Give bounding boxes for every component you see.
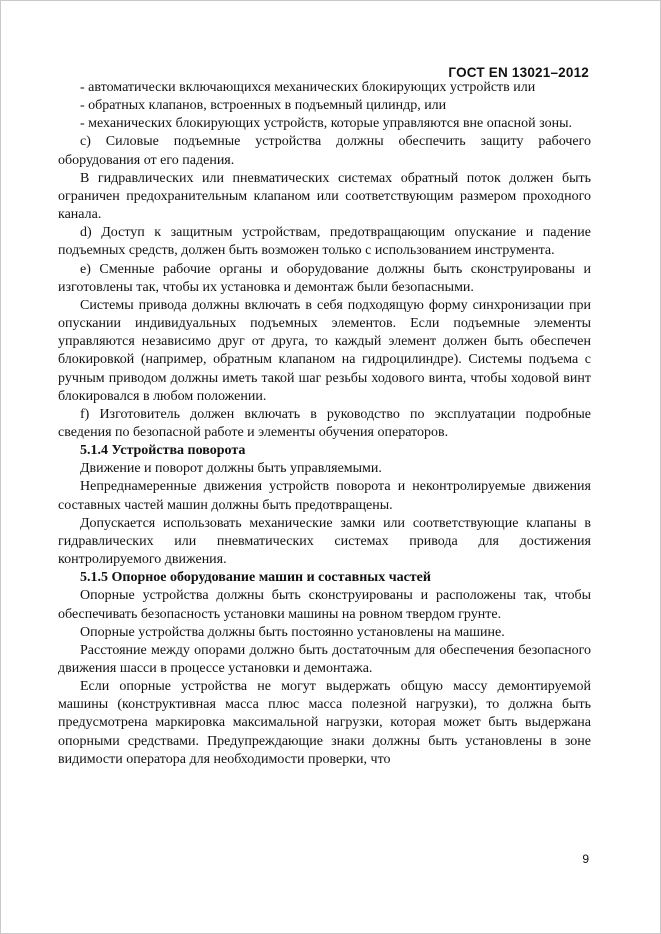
paragraph: Движение и поворот должны быть управляемыми. — [80, 461, 382, 477]
section-heading: 5.1.5 Опорное оборудование машин и составных частей — [80, 570, 431, 586]
document-body — [58, 79, 591, 769]
list-item: - обратных клапанов, встроенных в подъемный цилиндр, или — [80, 98, 447, 114]
paragraph: Непреднамеренные движения устройств поворота и неконтролируемые движения составных частей машин должны быть предотвращены. — [58, 479, 591, 513]
paragraph: c) Силовые подъемные устройства должны обеспечить защиту рабочего оборудования от его падения. — [58, 134, 591, 168]
paragraph: Расстояние между опорами должно быть достаточным для обеспечения безопасного движения шасси в процессе установки и демонтажа. — [58, 642, 591, 676]
standard-header: ГОСТ EN 13021–2012 — [448, 65, 589, 80]
paragraph: Опорные устройства должны быть сконструированы и расположены так, чтобы обеспечивать безопасность установки машины на ровном твердом грунте. — [58, 588, 591, 622]
section-heading: 5.1.4 Устройства поворота — [80, 443, 246, 459]
paragraph: Если опорные устройства не могут выдержать общую массу демонтируемой машины (конструктивная масса плюс масса полезной нагрузки), то должна быть предусмотрена маркировка максимальной нагрузки, которая может быть выдержана опорными средствами. Предупреждающие знаки должны быть установлены в зоне видимости оператора для необходимости проверки, что — [58, 679, 591, 767]
page-number: 9 — [582, 852, 589, 866]
paragraph: Опорные устройства должны быть постоянно установлены на машине. — [80, 624, 505, 640]
paragraph: Допускается использовать механические замки или соответствующие клапаны в гидравлических или пневматических системах привода для достижения контролируемого движения. — [58, 515, 591, 568]
list-item: - автоматически включающихся механических блокирующих устройств или — [80, 80, 536, 95]
paragraph: e) Сменные рабочие органы и оборудование должны быть сконструированы и изготовлены так, чтобы их установка и демонтаж были безопасными. — [58, 261, 591, 295]
list-item: - механических блокирующих устройств, которые управляются вне опасной зоны. — [80, 116, 573, 132]
paragraph: В гидравлических или пневматических системах обратный поток должен быть ограничен предохранительным клапаном или соответствующим размером проходного канала. — [58, 170, 591, 223]
paragraph: f) Изготовитель должен включать в руководство по эксплуатации подробные сведения по безопасной работе и элементы обучения операторов. — [58, 406, 591, 440]
paragraph: Системы привода должны включать в себя подходящую форму синхронизации при опускании индивидуальных подъемных элементов. Если подъемные элементы управляются независимо друг от друга, то каждый элемент должен быть обеспечен блокировкой (например, обратным клапаном на гидроцилиндре). Системы подъема с ручным приводом должны иметь такой шаг резьбы ходового винта, чтобы ходовой винт блокировался в любом положении. — [58, 297, 591, 404]
paragraph: d) Доступ к защитным устройствам, предотвращающим опускание и падение подъемных средств, должен быть возможен только с использованием инструмента. — [58, 225, 591, 259]
